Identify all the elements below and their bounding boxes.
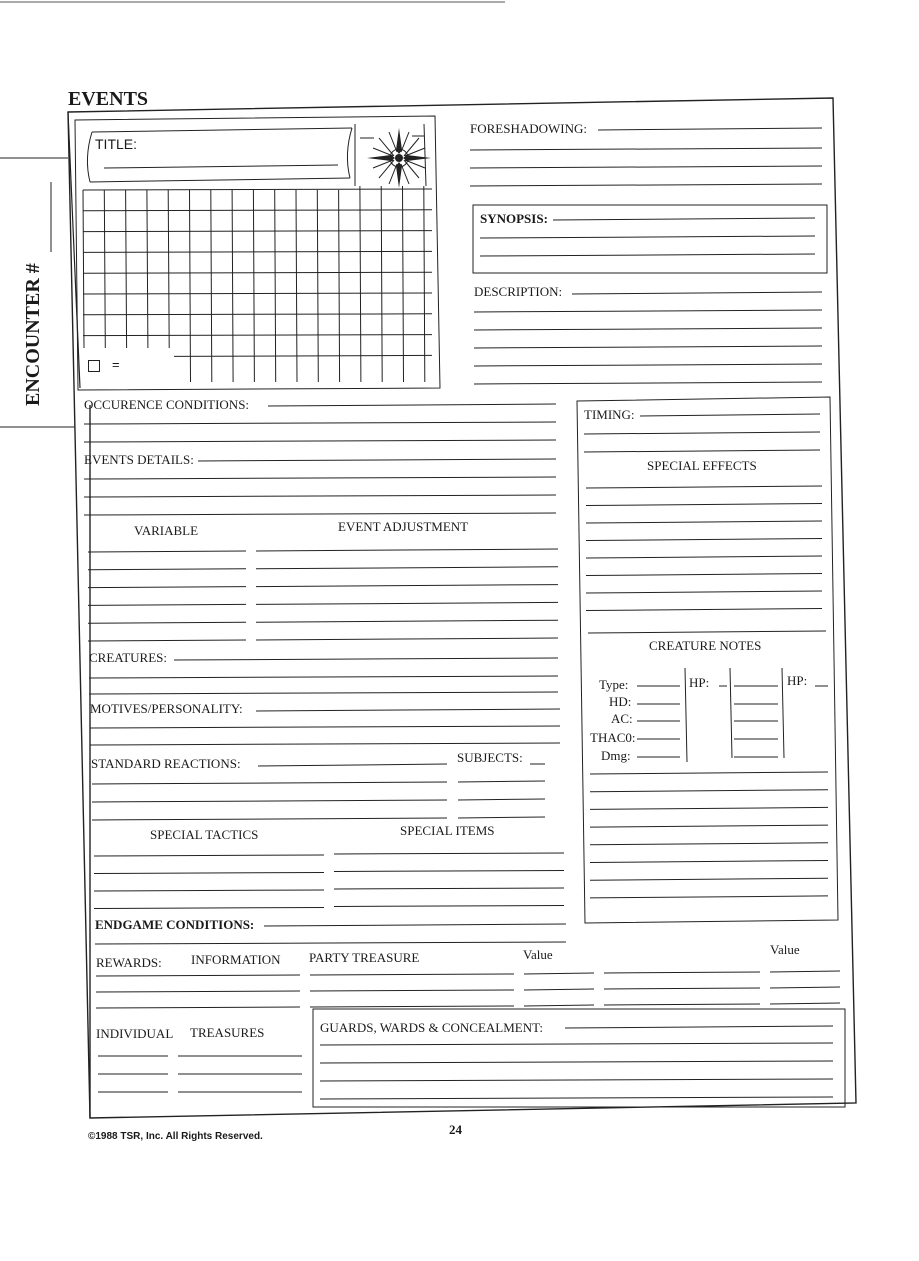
guards-wards-label: GUARDS, WARDS & CONCEALMENT: [320,1020,544,1035]
encounter-side-label: ENCOUNTER # [22,263,44,406]
rule-line [88,640,246,641]
rule-line [198,459,556,461]
rule-line [480,236,815,238]
map-grid-line [339,190,340,382]
rule-line [310,1006,514,1007]
standard-reactions-label: STANDARD REACTIONS: [91,756,241,771]
map-grid-line [104,190,105,348]
rule-line [334,906,564,907]
rule-line [470,166,822,168]
map-grid-line [174,355,432,356]
rule-line [88,587,246,588]
rule-line [95,942,566,944]
rule-line [770,987,840,988]
map-grid-line [424,186,425,382]
map-grid-line [83,210,432,211]
subjects-label: SUBJECTS: [457,750,523,765]
rule-line [604,972,760,973]
section-title: EVENTS [68,88,149,110]
rule-line [588,631,826,633]
rule-line [256,602,558,604]
rule-line [258,764,447,766]
map-grid-line [190,190,191,382]
special-tactics-label: SPECIAL TACTICS [150,827,259,842]
endgame-conditions-label: ENDGAME CONDITIONS: [95,917,255,932]
rule-line [586,504,822,506]
rule-line [94,890,324,891]
rule-line [256,585,558,587]
treasures-label: TREASURES [190,1025,265,1040]
rule-line [474,328,822,330]
rule-line [565,1026,833,1028]
map-grid-line [83,231,432,232]
map-grid-line [83,272,432,273]
map-grid-line [83,251,432,252]
map-grid-line [360,186,361,382]
value-label-1: Value [523,947,553,962]
map-grid [83,124,432,382]
rule-line [94,873,324,874]
stat-dmg-label: Dmg: [601,748,631,763]
rule-line [334,888,564,889]
rule-line [586,486,822,488]
information-label: INFORMATION [191,952,281,967]
rule-line [94,908,324,909]
foreshadowing-label: FORESHADOWING: [470,121,587,136]
occurence-conditions-label: OCCURENCE CONDITIONS: [84,397,250,412]
rule-line [256,620,558,622]
compass-rose-icon [367,128,431,188]
variable-label: VARIABLE [134,523,199,538]
map-grid-line [83,190,84,348]
rule-line [572,292,822,294]
map-grid-line [381,186,382,382]
rule-line [474,346,822,348]
rule-line [88,622,246,623]
map-grid-line [296,190,297,382]
rule-line [84,513,556,515]
map-grid-line [253,190,254,382]
rewards-label: REWARDS: [96,955,162,970]
rule-line [92,782,447,784]
rule-line [584,432,820,434]
rule-line [334,871,564,872]
map-grid-line [403,186,404,382]
synopsis-label: SYNOPSIS: [480,211,548,226]
rule-line [474,364,822,366]
rule-line [84,440,556,442]
rule-line [458,799,545,800]
description-label: DESCRIPTION: [474,284,563,299]
rule-line [320,1061,833,1063]
stat-thac0-label: THAC0: [590,730,636,745]
stat-hp-label-2: HP: [787,673,808,688]
stat-hp-label-1: HP: [689,675,710,690]
rule-line [584,450,820,452]
stat-ac-label: AC: [611,711,633,726]
rule-line [770,1003,840,1004]
rule-line [474,310,822,312]
map-grid-line [83,189,432,190]
rule-line [256,709,560,711]
rule-line [264,924,566,926]
rule-line [89,676,558,678]
rule-line [96,991,300,992]
map-grid-line [83,314,432,315]
map-grid-line [126,190,127,348]
special-items-label: SPECIAL ITEMS [400,823,495,838]
rule-line [590,807,828,809]
party-treasure-label: PARTY TREASURE [309,950,420,965]
rule-line [480,254,815,256]
motives-label: MOTIVES/PERSONALITY: [90,701,243,716]
rule-line [92,800,447,802]
rule-line [586,609,822,611]
map-grid-line [83,293,432,294]
rule-line [88,604,246,605]
rule-line [590,878,828,880]
creatures-label: CREATURES: [89,650,168,665]
rule-line [590,843,828,845]
map-grid-line [232,190,233,382]
map-grid-line [147,190,148,348]
rule-line [96,1007,300,1008]
creature-notes-label: CREATURE NOTES [649,638,762,653]
rule-line [334,853,564,854]
stat-hd-label: HD: [609,694,632,709]
stat-type-label: Type: [599,677,629,692]
map-grid-line [424,124,426,186]
rule-line [590,790,828,792]
rule-line [256,567,558,569]
rule-line [586,556,822,558]
rule-line [90,743,560,745]
rule-line [586,539,822,541]
map-grid-line [168,190,169,348]
rule-line [256,549,558,551]
rule-line [640,414,820,416]
rule-line [524,1005,594,1006]
rule-line [268,404,556,406]
map-grid-line [317,190,318,382]
page-number: 24 [449,1122,462,1137]
rule-line [470,148,822,150]
rule-line [770,971,840,972]
special-effects-label: SPECIAL EFFECTS [647,458,757,473]
rule-line [586,574,822,576]
rule-line [604,988,760,989]
rule-line [458,817,545,818]
events-details-label: EVENTS DETAILS: [84,452,194,467]
map-title-label: TITLE: [95,136,138,152]
scale-square-icon [88,360,100,372]
map-grid-line [83,335,432,336]
value-label-2: Value [770,942,800,957]
rule-line [586,521,822,523]
rule-line [320,1097,833,1099]
rule-line [88,551,246,552]
rule-line [320,1079,833,1081]
rule-line [310,990,514,991]
rule-line [84,422,556,424]
rule-line [590,861,828,863]
rule-line [94,855,324,856]
rule-line [590,825,828,827]
map-grid-line [211,190,212,382]
rule-line [458,781,545,782]
rule-line [524,989,594,990]
rule-line [320,1043,833,1045]
rule-line [88,569,246,570]
copyright-notice: ©1988 TSR, Inc. All Rights Reserved. [88,1131,263,1142]
rule-line [604,1004,760,1005]
rule-line [598,128,822,130]
map-grid-line [275,190,276,382]
rule-line [524,973,594,974]
rule-line [470,184,822,186]
rule-line [590,896,828,898]
rule-line [84,495,556,497]
rule-line [89,692,558,694]
timing-label: TIMING: [584,407,635,422]
rule-line [84,477,556,479]
rule-line [90,726,560,728]
rule-line [310,974,514,975]
rule-line [590,772,828,774]
rule-line [553,218,815,220]
scale-label: = [112,357,120,372]
rule-line [96,975,300,976]
rule-line [92,818,447,820]
rule-line [474,382,822,384]
rule-line [174,658,558,660]
event-adjustment-label: EVENT ADJUSTMENT [338,519,469,534]
individual-label: INDIVIDUAL [96,1026,174,1041]
rule-line [586,591,822,593]
rule-line [256,638,558,640]
